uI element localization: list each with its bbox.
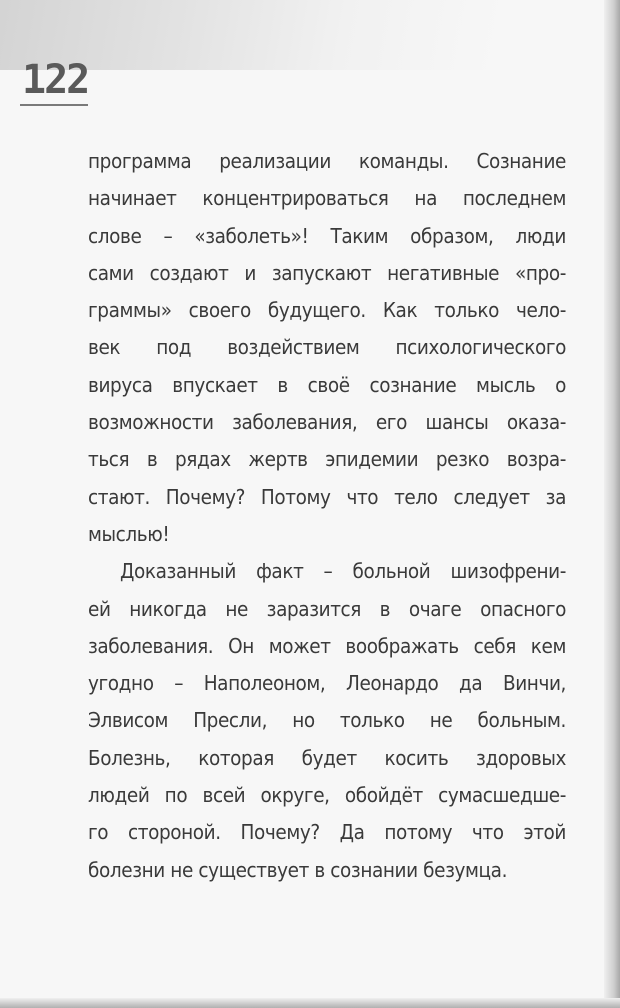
text-line: мыслью! xyxy=(88,521,170,546)
text-line: стают. Почему? Потому что тело следует за xyxy=(88,484,566,509)
text-line: ться в рядах жертв эпидемии резко возра- xyxy=(88,447,566,472)
page-number: 122 xyxy=(22,57,89,103)
text-line: болезни не существует в сознании безумца. xyxy=(88,857,508,882)
page-edge-bottom xyxy=(0,998,620,1008)
text-line: Элвисом Пресли, но только не больным. xyxy=(88,708,566,733)
scan-shadow xyxy=(0,0,620,70)
paragraph-1 xyxy=(88,143,566,553)
text-line: угодно – Наполеоном, Леонардо да Винчи, xyxy=(88,671,566,696)
text-line: ей никогда не заразится в очаге опасного xyxy=(88,596,566,621)
page-number-underline xyxy=(20,104,88,106)
text-line: возможности заболевания, его шансы оказа- xyxy=(88,410,566,435)
text-line: вируса впускает в своё сознание мысль о xyxy=(88,372,566,397)
page-edge-right xyxy=(604,0,620,1008)
text-line: го стороной. Почему? Да потому что этой xyxy=(88,820,566,845)
text-line: заболевания. Он может воображать себя кем xyxy=(88,633,566,658)
text-line: граммы» своего будущего. Как только чело- xyxy=(88,298,566,323)
text-line: слове – «заболеть»! Таким образом, люди xyxy=(88,223,566,248)
text-line: Доказанный факт – больной шизофрени- xyxy=(120,559,566,584)
text-line: программа реализации команды. Сознание xyxy=(88,149,566,173)
body-text xyxy=(88,143,566,889)
text-line: сами создают и запускают негативные «про- xyxy=(88,260,566,285)
text-line: век под воздействием психологического xyxy=(88,335,566,360)
text-line: начинает концентрироваться на последнем xyxy=(88,186,566,211)
text-line: людей по всей округе, обойдёт сумасшедше- xyxy=(88,783,566,808)
paragraph-2 xyxy=(88,553,566,889)
text-line: Болезнь, которая будет косить здоровых xyxy=(88,745,566,770)
